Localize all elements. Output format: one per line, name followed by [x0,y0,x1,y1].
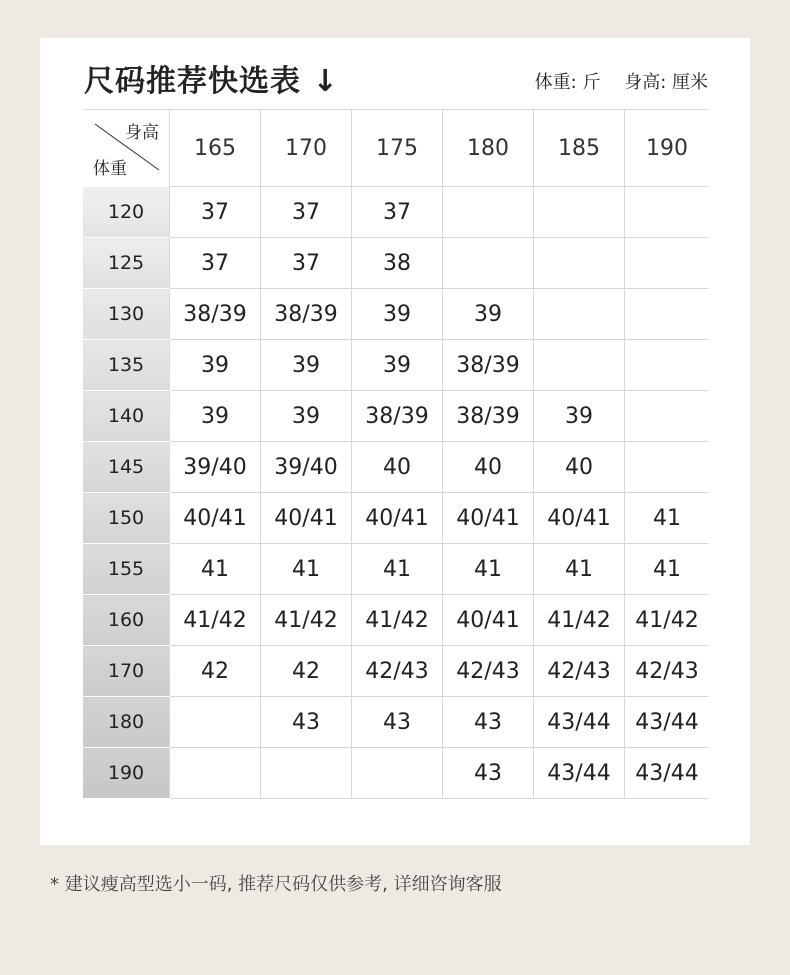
size-cell: 39 [170,391,261,442]
size-cell [534,187,625,238]
corner-header [83,110,170,187]
size-cell: 40 [352,442,443,493]
size-cell: 38/39 [352,391,443,442]
height-col-header: 170 [261,110,352,187]
header-row [83,110,709,187]
size-cell [443,238,534,289]
size-cell [261,748,352,799]
table-row [83,493,709,544]
size-cell: 39 [352,340,443,391]
size-cell: 43 [261,697,352,748]
size-cell: 37 [170,187,261,238]
size-cell [352,748,443,799]
size-cell: 41 [170,544,261,595]
page-title: 尺码推荐快选表 ↓ [84,64,339,99]
size-cell: 41 [625,544,710,595]
table-row [83,442,709,493]
size-cell [534,340,625,391]
size-cell: 41/42 [261,595,352,646]
size-cell: 39 [443,289,534,340]
size-cell: 41 [443,544,534,595]
size-cell [625,289,710,340]
size-cell: 41/42 [170,595,261,646]
weight-row-header: 180 [83,697,170,748]
weight-row-header: 190 [83,748,170,799]
size-cell: 43 [443,697,534,748]
weight-row-header: 170 [83,646,170,697]
size-cell: 41 [625,493,710,544]
table-row [83,646,709,697]
size-cell: 37 [261,238,352,289]
size-cell [170,697,261,748]
height-col-header: 180 [443,110,534,187]
size-cell: 41/42 [534,595,625,646]
size-cell: 42/43 [443,646,534,697]
size-cell: 37 [352,187,443,238]
size-cell: 38/39 [170,289,261,340]
height-col-header: 175 [352,110,443,187]
table-row [83,187,709,238]
size-cell: 38 [352,238,443,289]
size-cell: 39 [261,391,352,442]
size-cell: 43/44 [625,748,710,799]
size-cell: 40/41 [443,595,534,646]
weight-row-header: 130 [83,289,170,340]
size-cell: 42/43 [625,646,710,697]
size-cell [534,289,625,340]
size-cell: 43/44 [625,697,710,748]
size-cell: 42 [170,646,261,697]
size-cell [534,238,625,289]
size-cell: 42 [261,646,352,697]
size-table [83,109,709,799]
size-cell: 39 [534,391,625,442]
size-cell [170,748,261,799]
size-cell: 37 [170,238,261,289]
size-cell: 39 [261,340,352,391]
size-cell: 39/40 [261,442,352,493]
table-row [83,391,709,442]
size-cell: 43/44 [534,697,625,748]
size-cell: 41 [352,544,443,595]
table-row [83,544,709,595]
size-cell: 43 [352,697,443,748]
height-col-header: 165 [170,110,261,187]
weight-unit-label: 体重: 斤 [534,72,601,93]
size-cell: 43/44 [534,748,625,799]
weight-row-header: 135 [83,340,170,391]
size-cell: 38/39 [443,391,534,442]
height-axis-label: 身高 [125,123,159,143]
size-cell: 41/42 [352,595,443,646]
height-col-header: 185 [534,110,625,187]
weight-row-header: 150 [83,493,170,544]
size-cell [443,187,534,238]
size-cell: 40/41 [534,493,625,544]
table-row [83,340,709,391]
size-chart-card [40,38,750,845]
size-cell: 41 [534,544,625,595]
size-cell [625,238,710,289]
size-cell: 42/43 [534,646,625,697]
weight-row-header: 160 [83,595,170,646]
size-cell: 43 [443,748,534,799]
size-cell: 39 [352,289,443,340]
size-cell: 39 [170,340,261,391]
weight-row-header: 120 [83,187,170,238]
size-cell: 41 [261,544,352,595]
size-cell: 42/43 [352,646,443,697]
size-cell: 41/42 [625,595,710,646]
size-cell: 40 [443,442,534,493]
table-row [83,238,709,289]
size-cell: 38/39 [261,289,352,340]
weight-row-header: 145 [83,442,170,493]
footnote: * 建议瘦高型选小一码, 推荐尺码仅供参考, 详细咨询客服 [50,874,502,895]
table-row [83,595,709,646]
size-cell [625,391,710,442]
table-row [83,289,709,340]
size-cell [625,442,710,493]
weight-axis-label: 体重 [93,158,127,179]
table-row [83,697,709,748]
size-cell: 40/41 [352,493,443,544]
weight-row-header: 140 [83,391,170,442]
height-col-header: 190 [625,110,710,187]
units-legend [535,68,708,94]
size-cell: 37 [261,187,352,238]
weight-row-header: 155 [83,544,170,595]
size-cell: 39/40 [170,442,261,493]
size-cell [625,340,710,391]
height-unit-label: 身高: 厘米 [624,72,708,93]
size-cell: 40 [534,442,625,493]
size-cell [625,187,710,238]
weight-row-header: 125 [83,238,170,289]
size-cell: 40/41 [261,493,352,544]
table-body [83,187,709,799]
size-cell: 40/41 [170,493,261,544]
size-cell: 38/39 [443,340,534,391]
table-row [83,748,709,799]
size-cell: 40/41 [443,493,534,544]
